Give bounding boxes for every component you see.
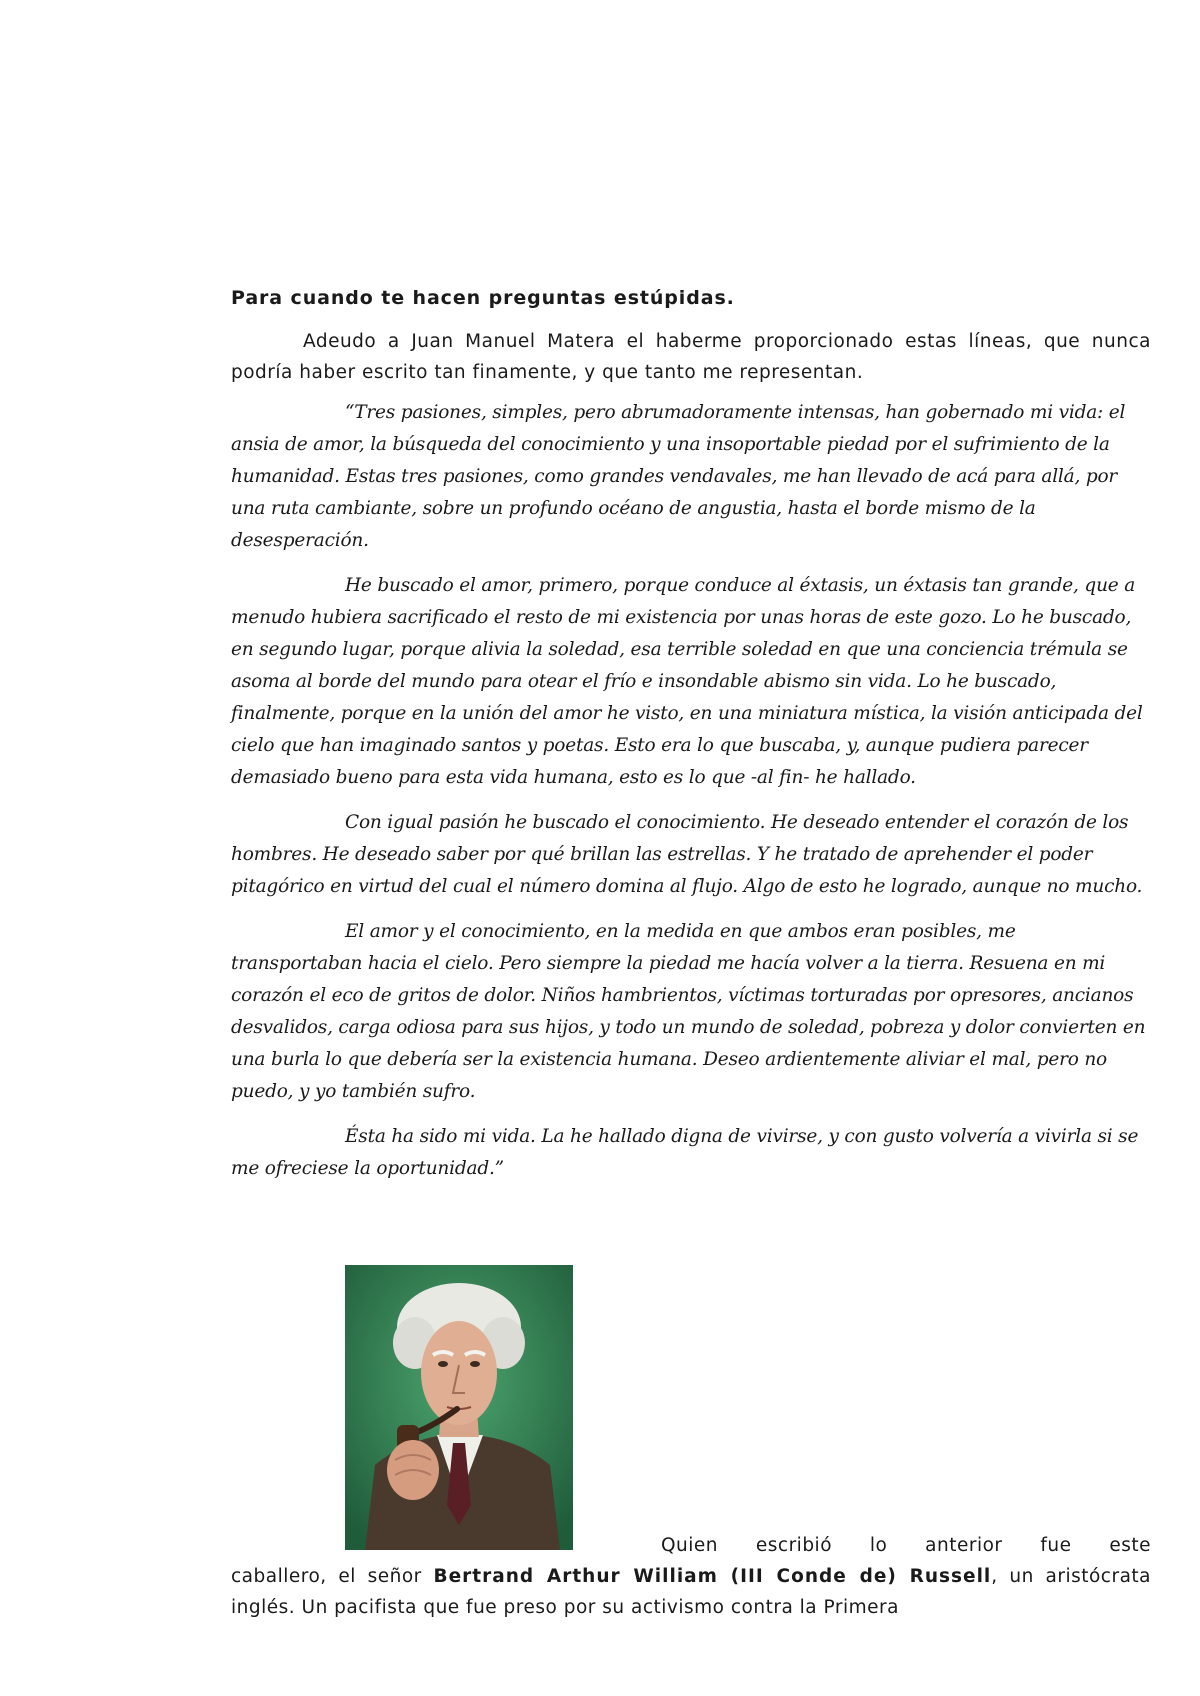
intro-paragraph: Adeudo a Juan Manuel Matera el haberme proporcionado estas líneas, que nunca podría haber escrito tan finamente, y que tanto me representan. <box>231 331 1151 383</box>
caption-pre-name: caballero, el señor <box>231 1566 434 1587</box>
quote-paragraph: “Tres pasiones, simples, pero abrumadoramente intensas, han gobernado mi vida: el ansia de amor, la búsqueda del conocimiento y una insoportable piedad por el sufrimiento de la humanidad. Estas tres pasiones, como grandes vendavales, me han llevado de acá para allá, por una ruta cambiante, sobre un profundo océano de angustia, hasta el borde mismo de la desesperación. <box>231 402 1126 551</box>
quote-paragraph: El amor y el conocimiento, en la medida en que ambos eran posibles, me transportaban hacia el cielo. Pero siempre la piedad me hacía volver a la tierra. Resuena en mi corazón el eco de gritos de dolor. Niños hambrientos, víctimas torturadas por opresores, ancianos desvalidos, carga odiosa para sus hijos, y todo un mundo de soledad, pobreza y dolor convierten en una burla lo que debería ser la existencia humana. Deseo ardientemente aliviar el mal, pero no puedo, y yo también sufro. <box>231 921 1146 1102</box>
russell-portrait-illustration <box>345 1265 573 1550</box>
caption-lead: Quien escribió lo anterior fue este <box>661 1535 1151 1556</box>
portrait-drawing <box>345 1265 573 1550</box>
portrait-caption <box>231 1530 1151 1623</box>
document-title: Para cuando te hacen preguntas estúpidas. <box>231 287 735 309</box>
caption-post-name: , un aristócrata inglés. Un pacifista que fue preso por su activismo contra la Primera <box>231 1566 1152 1618</box>
person-name: Bertrand Arthur William (III Conde de) Russell <box>433 1566 992 1587</box>
quote-paragraph: Con igual pasión he buscado el conocimiento. He deseado entender el corazón de los hombres. He deseado saber por qué brillan las estrellas. Y he tratado de aprehender el poder pitagórico en virtud del cual el número domina al flujo. Algo de esto he logrado, aunque no mucho. <box>231 812 1143 897</box>
russell-quote <box>231 397 1151 1198</box>
quote-paragraph: Ésta ha sido mi vida. La he hallado digna de vivirse, y con gusto volvería a vivirla si se me ofreciese la oportunidad.” <box>231 1126 1139 1179</box>
quote-paragraph: He buscado el amor, primero, porque conduce al éxtasis, un éxtasis tan grande, que a menudo hubiera sacrificado el resto de mi existencia por unas horas de este gozo. Lo he buscado, en segundo lugar, porque alivia la soledad, esa terrible soledad en que una conciencia trémula se asoma al borde del mundo para otear el frío e insondable abismo sin vida. Lo he buscado, finalmente, porque en la unión del amor he visto, en una miniatura mística, la visión anticipada del cielo que han imaginado santos y poetas. Esto era lo que buscaba, y, aunque pudiera parecer demasiado bueno para esta vida humana, esto es lo que -al fin- he hallado. <box>231 575 1143 788</box>
